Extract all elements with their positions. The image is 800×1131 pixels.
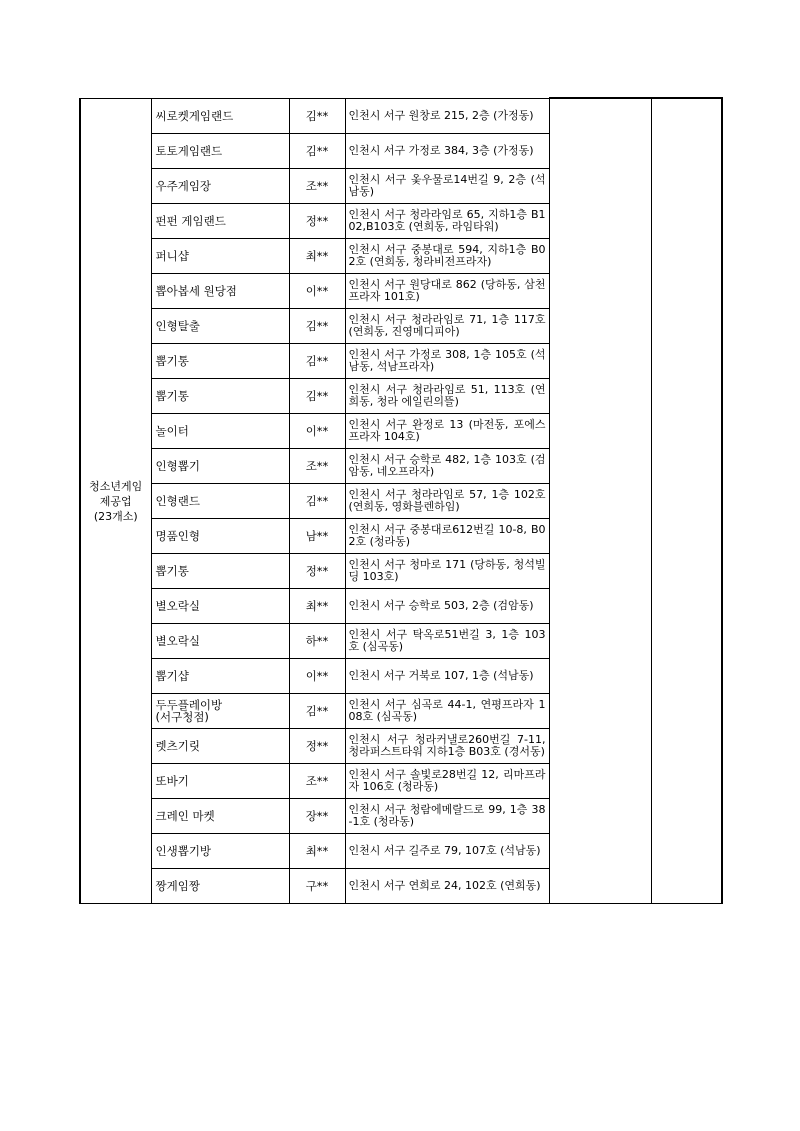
business-name-cell: 뽑기통 (151, 344, 289, 379)
owner-cell: 정** (289, 554, 345, 589)
address-cell: 인천시 서구 청라라임로 51, 113호 (연희동, 청라 에일린의뜰) (345, 379, 549, 414)
address-cell: 인천시 서구 솔빛로28번길 12, 리마프라자 106호 (청라동) (345, 764, 549, 799)
business-name-cell: 두두플레이방 (서구청점) (151, 694, 289, 729)
address-cell: 인천시 서구 거북로 107, 1층 (석남동) (345, 659, 549, 694)
business-name-cell: 뽑기통 (151, 554, 289, 589)
business-name-cell: 렛츠기릿 (151, 729, 289, 764)
address-cell: 인천시 서구 청라커낼로260번길 7-11, 청라퍼스트타워 지하1층 B03호 (경서동) (345, 729, 549, 764)
owner-cell: 김** (289, 484, 345, 519)
owner-cell: 남** (289, 519, 345, 554)
business-name-cell: 씨로켓게임랜드 (151, 99, 289, 134)
address-cell: 인천시 서구 중봉대로612번길 10-8, B02호 (청라동) (345, 519, 549, 554)
business-name-cell: 뽑기통 (151, 379, 289, 414)
business-name-cell: 퍼니샵 (151, 239, 289, 274)
address-cell: 인천시 서구 청라라임로 71, 1층 117호 (연희동, 진영메디피아) (345, 309, 549, 344)
business-name-cell: 토토게임랜드 (151, 134, 289, 169)
address-cell: 인천시 서구 가정로 384, 3층 (가정동) (345, 134, 549, 169)
table-body (80, 99, 722, 904)
owner-cell: 김** (289, 134, 345, 169)
business-name-cell: 뽑아봅세 원당점 (151, 274, 289, 309)
owner-cell: 김** (289, 309, 345, 344)
business-name-cell: 인형랜드 (151, 484, 289, 519)
business-name-cell: 크레인 마켓 (151, 799, 289, 834)
address-cell: 인천시 서구 청람에메랄드로 99, 1층 38-1호 (청라동) (345, 799, 549, 834)
business-name-cell: 또바기 (151, 764, 289, 799)
address-cell: 인천시 서구 원창로 215, 2층 (가정동) (345, 99, 549, 134)
owner-cell: 정** (289, 204, 345, 239)
address-cell: 인천시 서구 청라라임로 57, 1층 102호 (연희동, 영화블렌하임) (345, 484, 549, 519)
owner-cell: 조** (289, 449, 345, 484)
table-row (80, 99, 722, 134)
address-cell: 인천시 서구 승학로 503, 2층 (검암동) (345, 589, 549, 624)
address-cell: 인천시 서구 연희로 24, 102호 (연희동) (345, 869, 549, 904)
owner-cell: 김** (289, 344, 345, 379)
business-name-cell: 별오락실 (151, 589, 289, 624)
address-cell: 인천시 서구 가정로 308, 1층 105호 (석남동, 석남프라자) (345, 344, 549, 379)
owner-cell: 김** (289, 694, 345, 729)
address-cell: 인천시 서구 옻우물로14번길 9, 2층 (석남동) (345, 169, 549, 204)
business-name-cell: 펀펀 게임랜드 (151, 204, 289, 239)
owner-cell: 김** (289, 379, 345, 414)
address-cell: 인천시 서구 완정로 13 (마전동, 포에스프라자 104호) (345, 414, 549, 449)
address-cell: 인천시 서구 길주로 79, 107호 (석남동) (345, 834, 549, 869)
business-name-cell: 명품인형 (151, 519, 289, 554)
empty-column-cell (549, 99, 651, 904)
address-cell: 인천시 서구 청마로 171 (당하동, 청석빌딩 103호) (345, 554, 549, 589)
business-list-table (79, 98, 723, 904)
owner-cell: 이** (289, 659, 345, 694)
address-cell: 인천시 서구 원당대로 862 (당하동, 삼천프라자 101호) (345, 274, 549, 309)
address-cell: 인천시 서구 승학로 482, 1층 103호 (검암동, 네오프라자) (345, 449, 549, 484)
owner-cell: 최** (289, 834, 345, 869)
owner-cell: 이** (289, 274, 345, 309)
address-cell: 인천시 서구 탁옥로51번길 3, 1층 103호 (심곡동) (345, 624, 549, 659)
owner-cell: 최** (289, 239, 345, 274)
owner-cell: 이** (289, 414, 345, 449)
empty-column-cell (651, 99, 722, 904)
business-name-cell: 우주게임장 (151, 169, 289, 204)
owner-cell: 하** (289, 624, 345, 659)
owner-cell: 구** (289, 869, 345, 904)
category-cell: 청소년게임 제공업 (23개소) (80, 99, 151, 904)
address-cell: 인천시 서구 심곡로 44-1, 연평프라자 108호 (심곡동) (345, 694, 549, 729)
owner-cell: 최** (289, 589, 345, 624)
business-name-cell: 인생뽑기방 (151, 834, 289, 869)
owner-cell: 조** (289, 764, 345, 799)
business-name-cell: 놀이터 (151, 414, 289, 449)
business-name-cell: 뽑기샵 (151, 659, 289, 694)
business-name-cell: 인형뽑기 (151, 449, 289, 484)
business-name-cell: 인형탈출 (151, 309, 289, 344)
owner-cell: 조** (289, 169, 345, 204)
owner-cell: 장** (289, 799, 345, 834)
address-cell: 인천시 서구 청라라임로 65, 지하1층 B102,B103호 (연희동, 라임타워) (345, 204, 549, 239)
owner-cell: 김** (289, 99, 345, 134)
owner-cell: 정** (289, 729, 345, 764)
business-name-cell: 짱게임짱 (151, 869, 289, 904)
address-cell: 인천시 서구 중봉대로 594, 지하1층 B02호 (연희동, 청라비전프라자) (345, 239, 549, 274)
business-name-cell: 별오락실 (151, 624, 289, 659)
